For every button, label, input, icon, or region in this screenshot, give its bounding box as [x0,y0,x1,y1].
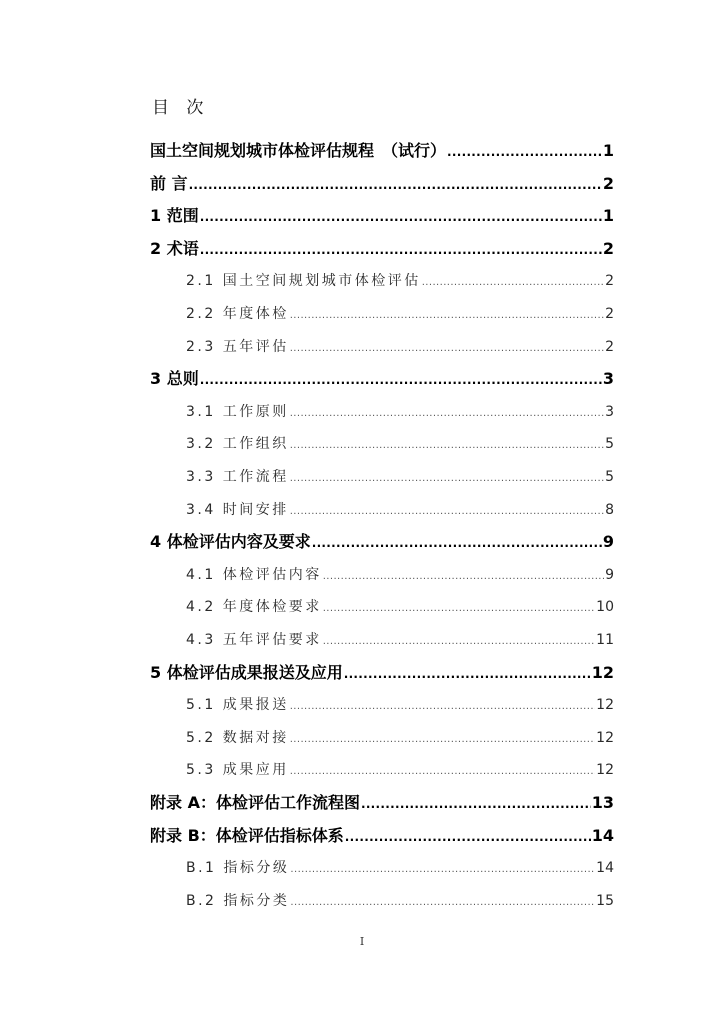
toc-dot-leader [323,595,595,621]
toc-entry-page-number: 3 [605,404,614,420]
toc-entry-chapter[interactable] [150,661,614,685]
toc-entry-page-number: 14 [591,826,614,845]
toc-entry-section[interactable] [186,335,614,359]
toc-entry-page-number: 14 [596,860,614,876]
toc-entry-page-number: 2 [605,339,614,355]
page-number: I [359,935,365,948]
toc-entry-label: 4.1 体检评估内容 [186,567,322,583]
toc-entry-label: 2 术语 [150,239,199,258]
toc-entry-section[interactable] [186,889,614,913]
toc-entry-label: 5.2 数据对接 [186,730,289,746]
toc-entry-section[interactable] [186,726,614,750]
toc-dot-leader [290,726,595,752]
toc-entry-page-number: 12 [596,762,614,778]
toc-entry-page-number: 12 [596,697,614,713]
toc-entry-label: 3.3 工作流程 [186,469,289,485]
toc-entry-page-number: 2 [602,239,614,258]
toc-entry-page-number: 8 [605,502,614,518]
toc-dot-leader [290,335,604,361]
toc-entry-page-number: 12 [591,663,614,682]
toc-entry-page-number: 9 [605,567,614,583]
toc-dot-leader [189,172,602,197]
toc-entry-page-number: 5 [605,436,614,452]
toc-entry-section[interactable] [186,498,614,522]
toc-entry-page-number: 5 [605,469,614,485]
toc-entry-label: 附录 A：体检评估工作流程图 [150,793,360,812]
toc-entry-label: 2.1 国土空间规划城市体检评估 [186,273,421,289]
toc-entry-chapter[interactable] [150,172,614,196]
toc-entry-page-number: 1 [602,141,614,160]
toc-entry-page-number: 15 [596,893,614,909]
toc-entry-page-number: 1 [602,206,614,225]
toc-dot-leader [290,400,604,426]
toc-entry-label: 5.1 成果报送 [186,697,289,713]
toc-entry-page-number: 2 [605,273,614,289]
toc-dot-leader [290,889,595,915]
toc-dot-leader [323,563,604,589]
toc-dot-leader [200,204,602,229]
toc-entry-label: B.1 指标分级 [186,860,290,876]
toc-entry-chapter[interactable] [150,367,614,391]
toc-entry-section[interactable] [186,595,614,619]
toc-entry-page-number: 11 [596,632,614,648]
toc-dot-leader [290,302,604,328]
toc-dot-leader [344,661,591,686]
toc-entry-label: 2.3 五年评估 [186,339,289,355]
toc-entry-section[interactable] [186,269,614,293]
toc-entry-label: 4.2 年度体检要求 [186,599,322,615]
toc-entry-label: 4 体检评估内容及要求 [150,532,311,551]
toc-dot-leader [290,465,604,491]
toc-entry-label: 3.2 工作组织 [186,436,289,452]
toc-dot-leader [200,237,602,262]
toc-entry-chapter[interactable] [150,791,614,815]
toc-entry-page-number: 13 [591,793,614,812]
toc-entry-page-number: 12 [596,730,614,746]
toc-entry-page-number: 3 [602,369,614,388]
toc-entry-label: 5 体检评估成果报送及应用 [150,663,343,682]
toc-entry-section[interactable] [186,856,614,880]
toc-dot-leader [290,758,595,784]
toc-entry-label: 3 总则 [150,369,199,388]
toc-entry-section[interactable] [186,400,614,424]
toc-entry-chapter[interactable] [150,530,614,554]
toc-dot-leader [200,367,602,392]
toc-entry-section[interactable] [186,628,614,652]
toc-entry-label: 3.1 工作原则 [186,404,289,420]
toc-dot-leader [361,791,591,816]
toc-dot-leader [312,530,602,555]
toc-entry-label: B.2 指标分类 [186,893,290,909]
toc-entry-chapter[interactable] [150,204,614,228]
toc-entry-label: 前 言 [150,174,188,193]
toc-entry-label: 1 范围 [150,206,199,225]
toc-entry-page-number: 10 [596,599,614,615]
toc-entry-section[interactable] [186,693,614,717]
toc-dot-leader [290,856,595,882]
toc-entry-label: 附录 B：体检评估指标体系 [150,826,344,845]
toc-title: 目 次 [152,98,210,118]
toc-entry-label: 2.2 年度体检 [186,306,289,322]
toc-dot-leader [290,432,604,458]
toc-entry-section[interactable] [186,758,614,782]
toc-entry-label: 3.4 时间安排 [186,502,289,518]
toc-entry-page-number: 9 [602,532,614,551]
toc-dot-leader [345,824,591,849]
toc-dot-leader [447,139,602,164]
toc-dot-leader [290,498,604,524]
toc-entry-section[interactable] [186,432,614,456]
toc-entry-label: 国土空间规划城市体检评估规程 （试行） [150,141,447,160]
toc-dot-leader [290,693,595,719]
toc-entry-page-number: 2 [605,306,614,322]
toc-entry-section[interactable] [186,563,614,587]
toc-entry-label: 5.3 成果应用 [186,762,289,778]
toc-entry-section[interactable] [186,302,614,326]
toc-entry-chapter[interactable] [150,237,614,261]
toc-entry-chapter[interactable] [150,139,614,163]
toc-dot-leader [323,628,595,654]
toc-entry-section[interactable] [186,465,614,489]
toc-entry-chapter[interactable] [150,824,614,848]
toc-entry-label: 4.3 五年评估要求 [186,632,322,648]
toc-entry-page-number: 2 [602,174,614,193]
toc-dot-leader [422,269,604,295]
